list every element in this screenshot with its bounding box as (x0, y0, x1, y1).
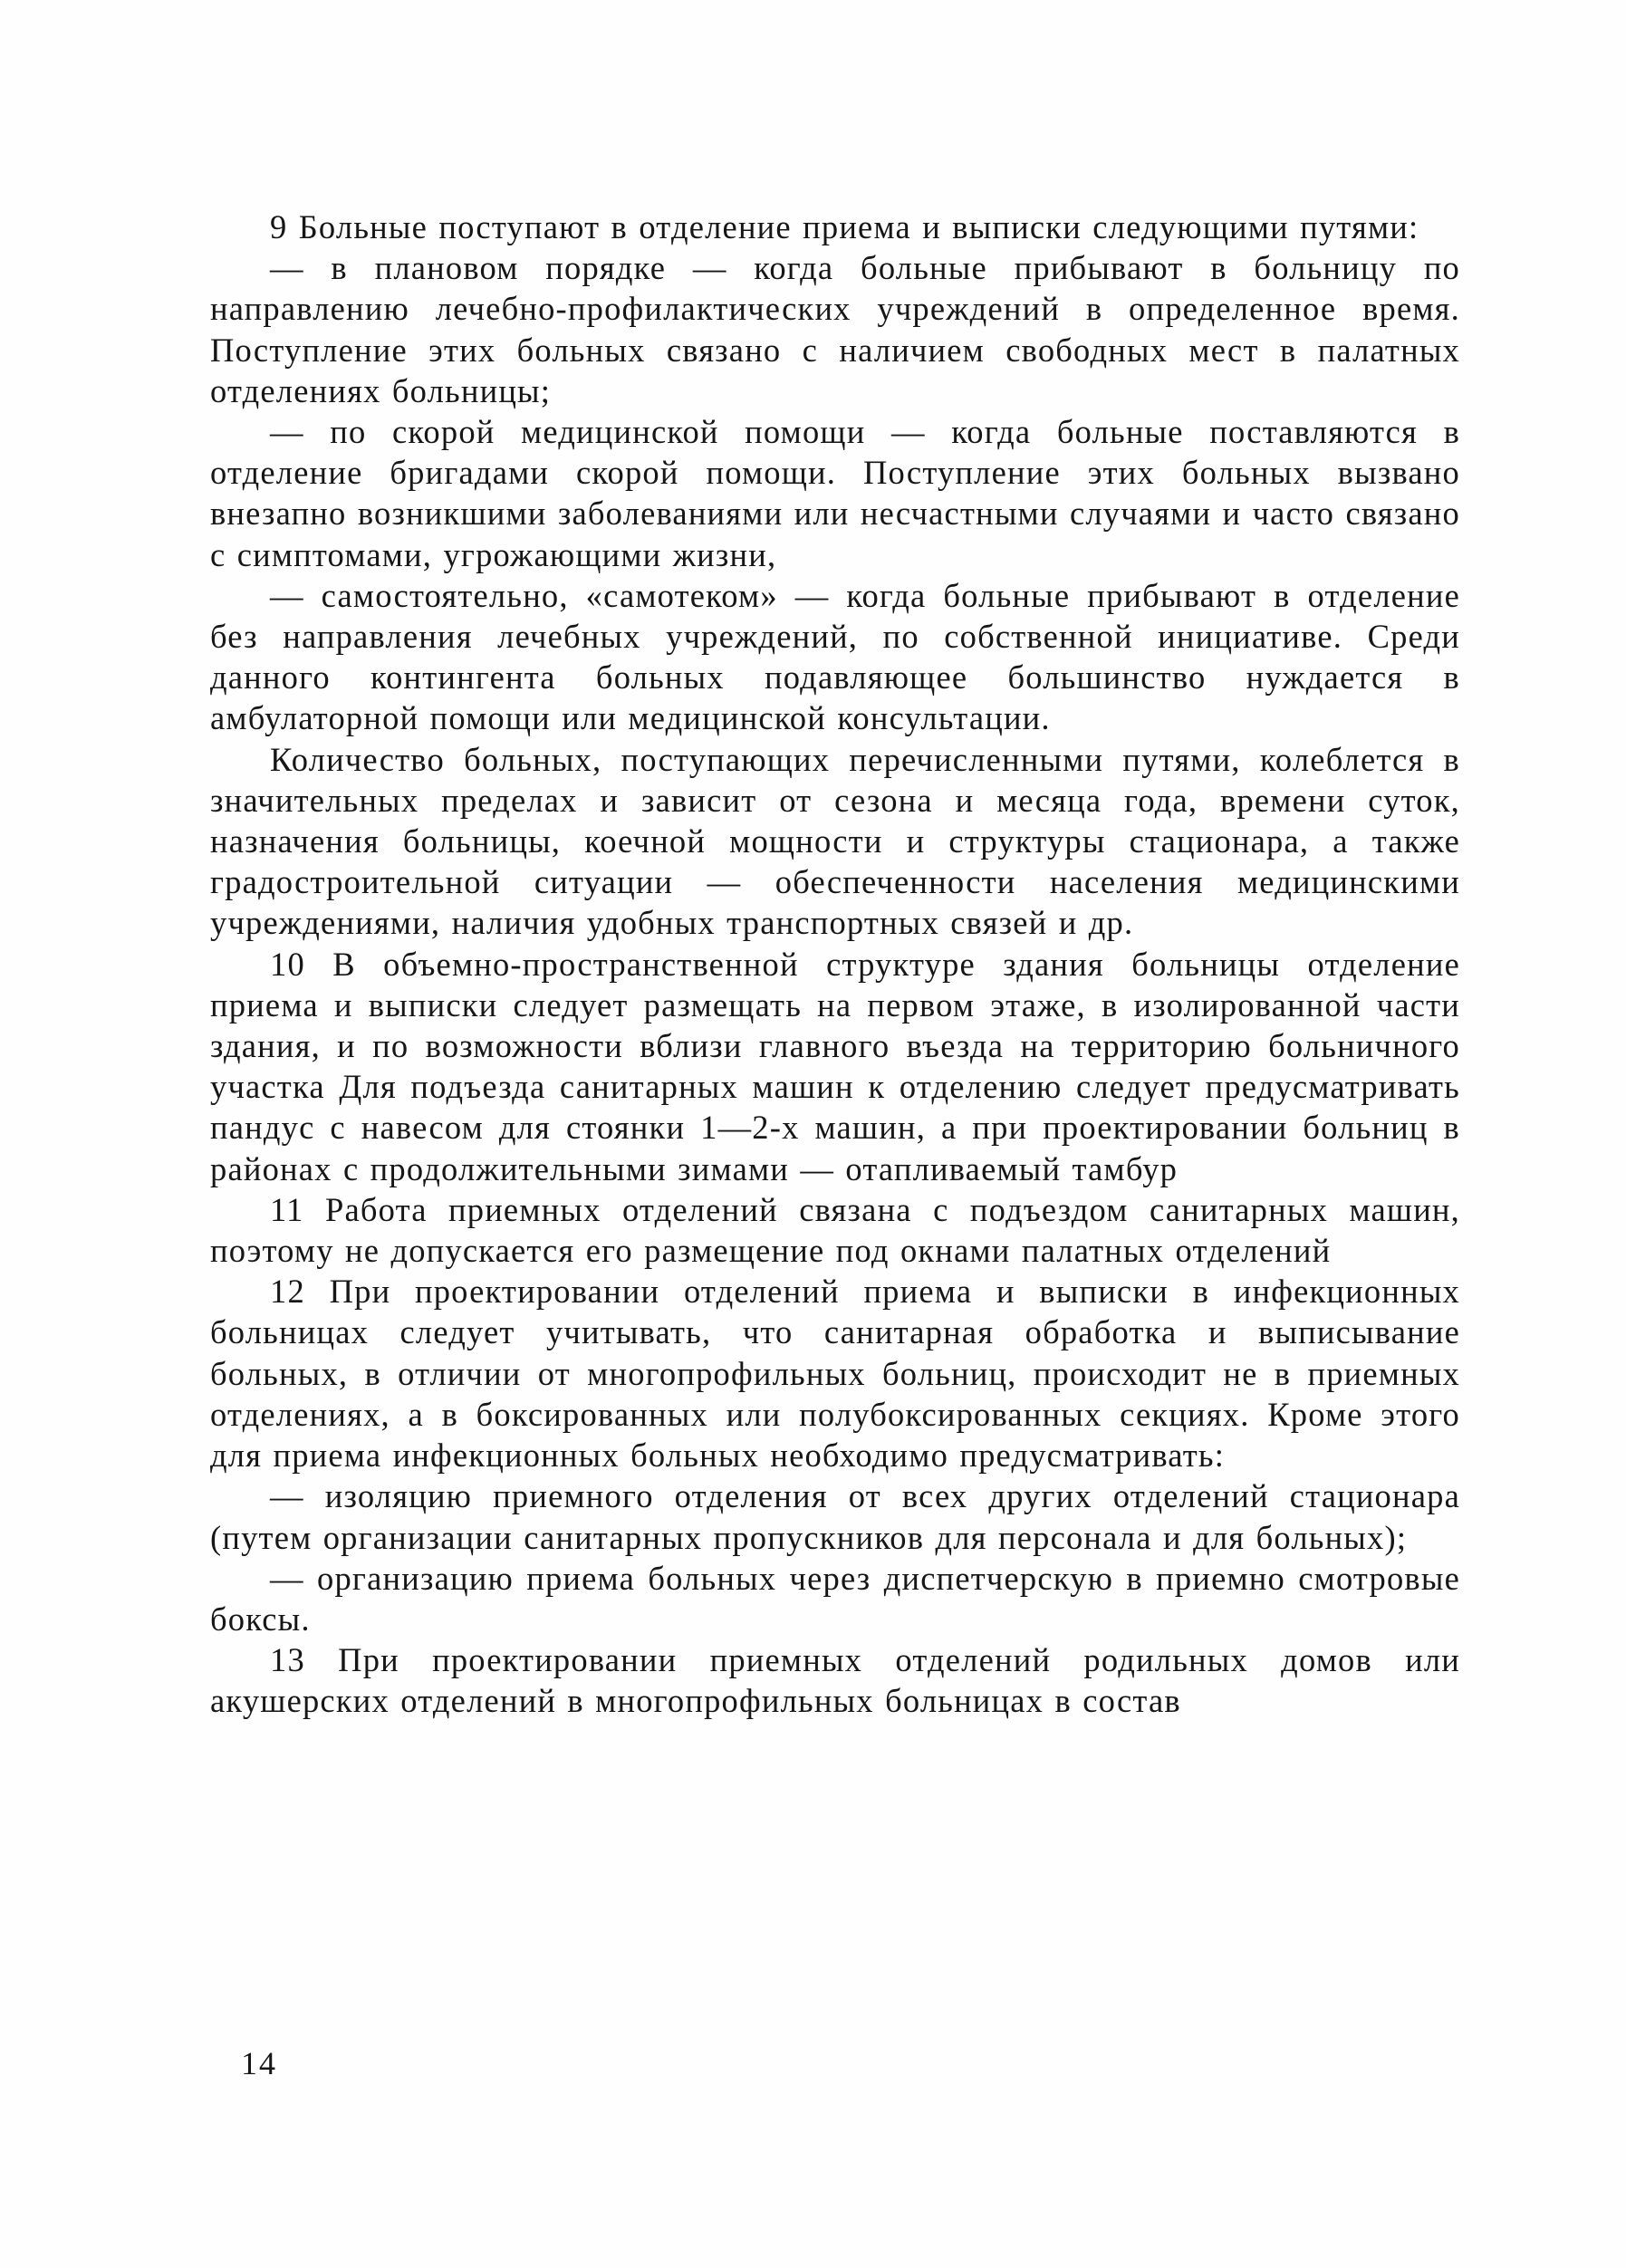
paragraph-item-9: 9 Больные поступают в отделение приема и выписки следующими путями: (270, 208, 1419, 245)
paragraph-isolation: — изоляцию приемного отделения от всех других отделений стационара (путем организации санитарных пропускников для персонала и для больных); (210, 1477, 1460, 1556)
paragraph-item-11: 11 Работа приемных отделений связана с подъездом санитарных машин, поэтому не допускается его размещение под окнами палатных отделений (210, 1190, 1460, 1270)
paragraph-planned-admission: — в плановом порядке — когда больные прибывают в больницу по направлению лечебно-профилактических учреждений в определенное время. Поступление этих больных связано с наличием свободных мест в палатных отделениях больницы; (210, 249, 1460, 409)
paragraph-item-13: 13 При проектировании приемных отделений родильных домов или акушерских отделений в многопрофильных больницах в состав (210, 1641, 1460, 1720)
paragraph-emergency-admission: — по скорой медицинской помощи — когда больные поставляются в отделение бригадами скорой помощи. Поступление этих больных вызвано внезапно возникшими заболеваниями или несчастными случаями и часто связано с симптомами, угрожающими жизни, (210, 413, 1460, 573)
paragraph-dispatch: — организацию приема больных через диспетчерскую в приемно смотровые боксы. (210, 1559, 1460, 1638)
body-text (210, 207, 1460, 1722)
paragraph-item-10: 10 В объемно-пространственной структуре здания больницы отделение приема и выписки следует размещать на первом этаже, в изолированной части здания, и по возможности вблизи главного въезда на территорию больничного участка Для подъезда санитарных машин к отделению следует предусматривать пандус с навесом для стоянки 1—2-х машин, а при проектировании больниц в районах с продолжительными зимами — отапливаемый тамбур (210, 945, 1460, 1187)
paragraph-patient-count: Количество больных, поступающих перечисленными путями, колеблется в значительных пределах и зависит от сезона и месяца года, времени суток, назначения больницы, коечной мощности и структуры стационара, а также градостроительной ситуации — обеспеченности населения медицинскими учреждениями, наличия удобных транспортных связей и др. (210, 740, 1460, 942)
paragraph-item-12: 12 При проектировании отделений приема и выписки в инфекционных больницах следует учитывать, что санитарная обработка и выписывание больных, в отличии от многопрофильных больниц, происходит не в приемных отделениях, а в боксированных или полубоксированных секциях. Кроме этого для приема инфекционных больных необходимо предусматривать: (210, 1273, 1460, 1475)
page-number: 14 (241, 2045, 277, 2081)
paragraph-self-admission: — самостоятельно, «самотеком» — когда больные прибывают в отделение без направления лечебных учреждений, по собственной инициативе. Среди данного контингента больных подавляющее большинство нуждается в амбулаторной помощи или медицинской консультации. (210, 576, 1460, 737)
